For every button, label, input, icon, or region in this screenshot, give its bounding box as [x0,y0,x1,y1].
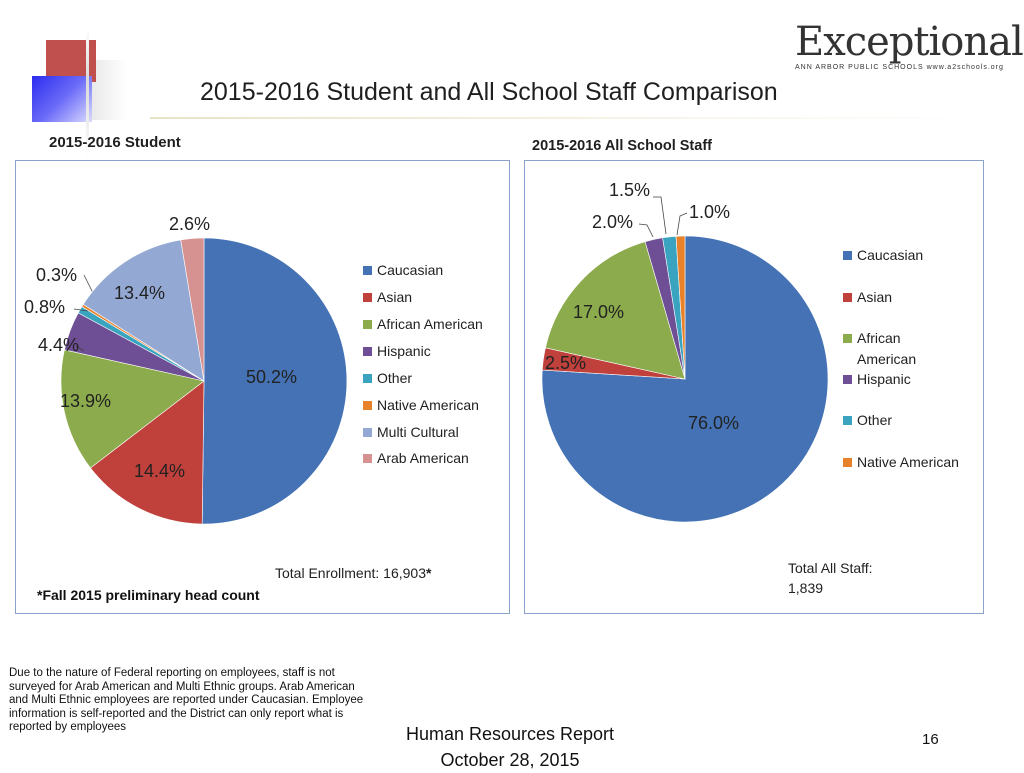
legend-label-arab-american: Arab American [377,450,469,466]
logo-subtitle: ANN ARBOR PUBLIC SCHOOLS www.a2schools.org [795,64,1004,71]
data-label-hispanic: 4.4% [38,335,80,355]
legend-swatch-african-american [363,320,372,329]
logo-wordmark: Exceptional [795,19,1023,65]
total-staff-value: 1,839 [788,580,824,596]
legend-swatch-arab-american [363,454,372,463]
total-staff [788,558,918,598]
data-label-multi-cultural: 13.4% [114,283,166,303]
legend-label-hispanic: Hispanic [377,343,431,359]
legend-label-hispanic: Hispanic [857,371,911,387]
data-label-asian: 14.4% [134,461,186,481]
legend-label-african-american: African [857,330,901,346]
leader-line-hispanic [639,224,653,237]
footer-report-name: Human Resources Report [405,724,615,744]
fall-footnote: *Fall 2015 preliminary head count [37,587,260,603]
page-title: 2015-2016 Student and All School Staff Comparison [200,78,778,106]
total-enrollment [275,565,431,581]
footer [380,721,640,773]
legend-swatch-asian [843,293,852,302]
data-label-caucasian: 76.0% [688,413,740,433]
legend-label-native-american: Native American [857,454,959,470]
legend-swatch-native-american [363,401,372,410]
data-label-african-american: 17.0% [573,302,625,322]
staff-pie-chart [525,161,983,613]
legend-swatch-multi-cultural [363,428,372,437]
legend-label-other: Other [857,412,893,428]
exceptional-logo [795,19,1023,72]
legend-label-caucasian: Caucasian [857,247,924,263]
legend-label-native-american: Native American [377,397,479,413]
reporting-note: Due to the nature of Federal reporting on employees, staff is not surveyed for Arab American and Multi Ethnic groups. Arab American and Multi Ethnic employees are reported under Caucasian. Employee information is self-reported and the District can only report what is reported by employees [9,667,364,733]
student-section-label: 2015-2016 Student [49,134,181,151]
legend-label-caucasian: Caucasian [377,262,444,278]
data-label-arab-american: 2.6% [169,214,211,234]
data-label-african-american: 13.9% [60,391,112,411]
student-pie-chart [16,161,509,613]
data-label-caucasian: 50.2% [246,367,298,387]
legend-swatch-asian [363,293,372,302]
legend-swatch-caucasian [363,266,372,275]
data-label-hispanic: 2.0% [592,212,634,232]
data-label-other: 0.8% [24,297,66,317]
legend-label-asian: Asian [857,289,893,305]
legend-label-other: Other [377,370,413,386]
data-label-native-american: 1.0% [689,202,731,222]
staff-section-label: 2015-2016 All School Staff [532,138,712,154]
decor-blue-square [32,76,92,122]
legend-swatch-african-american [843,334,852,343]
legend-label-asian: Asian [377,289,413,305]
total-enrollment-label: Total Enrollment: 16,903 [275,565,426,581]
legend-label-multi-cultural: Multi Cultural [377,424,459,440]
leader-line-other [653,197,666,234]
legend-swatch-caucasian [843,251,852,260]
data-label-other: 1.5% [609,180,651,200]
student-chart-panel [15,160,510,614]
page-number: 16 [922,731,939,748]
total-enrollment-star: * [425,565,432,581]
legend-label-african-american-line2: American [857,351,917,367]
data-label-asian: 2.5% [545,353,587,373]
legend-swatch-hispanic [843,375,852,384]
data-label-native-american: 0.3% [36,265,78,285]
staff-chart-panel [524,160,984,614]
legend-swatch-other [843,416,852,425]
footer-date: October 28, 2015 [440,750,580,770]
leader-line-native-american [677,213,687,235]
decor-gradient-bar [92,60,128,120]
total-staff-label: Total All Staff: [788,560,873,576]
legend-swatch-hispanic [363,347,372,356]
legend-swatch-other [363,374,372,383]
legend-label-african-american: African American [377,316,483,332]
title-underline [150,117,990,119]
legend-swatch-native-american [843,458,852,467]
